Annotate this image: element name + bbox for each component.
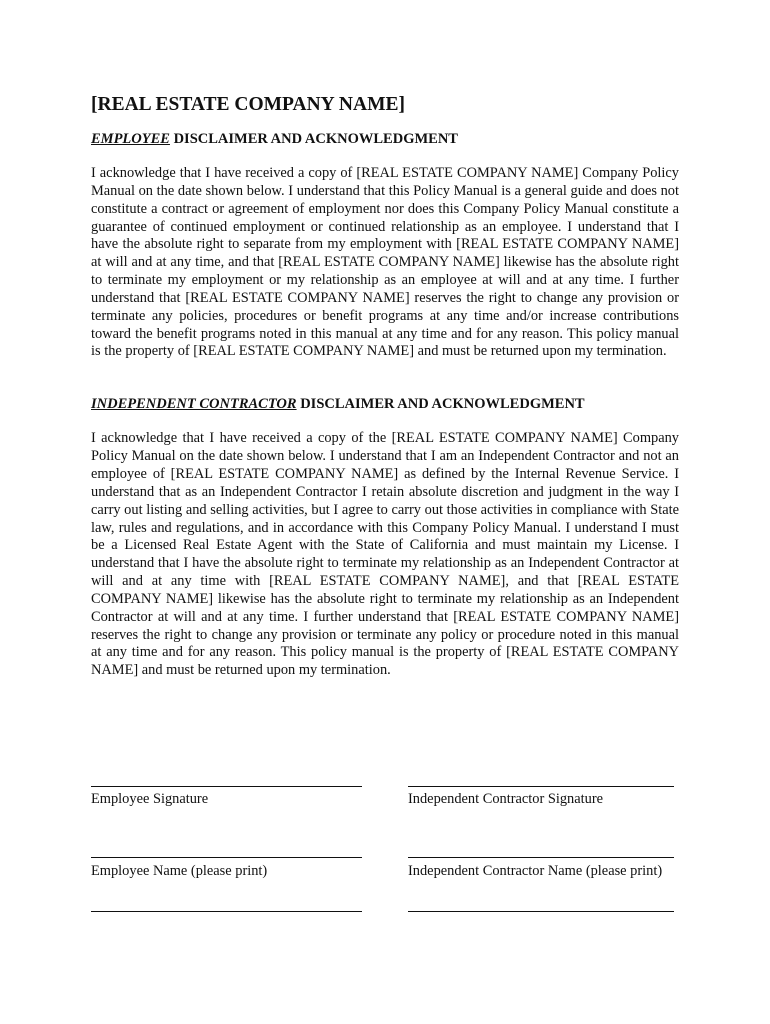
document-page <box>91 92 679 680</box>
employee-signature-line[interactable] <box>91 786 362 787</box>
contractor-signature-line[interactable] <box>408 786 674 787</box>
employee-disclaimer-paragraph: I acknowledge that I have received a copy of [REAL ESTATE COMPANY NAME] Company Policy Manual on the date shown below. I understand that this Policy Manual is a general guide and does not constitute a contract or agreement of employment nor does this Company Policy Manual constitute a guarantee of continued employment or continued relationship as an employee. I understand that I have the absolute right to separate from my employment with [REAL ESTATE COMPANY NAME] at will and at any time, and that [REAL ESTATE COMPANY NAME] likewise has the absolute right to terminate my employment or my relationship as an employee at will and at any time. I further understand that [REAL ESTATE COMPANY NAME] reserves the right to change any provision or terminate any policies, procedures or benefit programs at any time and/or increase contributions toward the benefit programs noted in this manual at any time and for any reason. This policy manual is the property of [REAL ESTATE COMPANY NAME] and must be returned upon my termination. <box>91 165 679 360</box>
contractor-signature-label: Independent Contractor Signature <box>408 791 604 807</box>
employee-section-heading <box>91 130 679 148</box>
contractor-heading-rest: DISCLAIMER AND ACKNOWLEDGMENT <box>296 396 585 413</box>
contractor-name-line[interactable] <box>408 857 674 858</box>
company-title: [REAL ESTATE COMPANY NAME] <box>91 94 405 115</box>
contractor-section-heading <box>91 395 679 413</box>
employee-heading-rest: DISCLAIMER AND ACKNOWLEDGMENT <box>169 131 458 147</box>
employee-name-label: Employee Name (please print) <box>91 863 268 879</box>
contractor-name-label: Independent Contractor Name (please print) <box>408 863 663 879</box>
contractor-heading-emphasis: INDEPENDENT CONTRACTOR <box>91 396 297 413</box>
employee-heading-emphasis: EMPLOYEE <box>91 131 170 147</box>
contractor-disclaimer-paragraph: I acknowledge that I have received a copy of the [REAL ESTATE COMPANY NAME] Company Policy Manual on the date shown below. I understand that I am an Independent Contractor and not an employee of [REAL ESTATE COMPANY NAME] as defined by the Internal Revenue Service. I understand that as an Independent Contractor I retain absolute discretion and judgment in the way I carry out listing and selling activities, but I agree to carry out those activities in compliance with State law, rules and regulations, and in accordance with this Company Policy Manual. I understand I must be a Licensed Real Estate Agent with the State of California and must maintain my License. I understand that I have the absolute right to terminate my relationship as an Independent Contractor at will and at any time with [REAL ESTATE COMPANY NAME], and that [REAL ESTATE COMPANY NAME] likewise has the absolute right to terminate my relationship as an Independent Contractor at will and at any time. I further understand that [REAL ESTATE COMPANY NAME] reserves the right to change any provision or terminate any policy or procedure noted in this manual at any time and for any reason. This policy manual is the property of [REAL ESTATE COMPANY NAME] and must be returned upon my termination. <box>91 430 679 679</box>
employee-signature-label: Employee Signature <box>91 791 209 807</box>
employee-name-line[interactable] <box>91 857 362 858</box>
employee-date-line[interactable] <box>91 911 362 912</box>
contractor-date-line[interactable] <box>408 911 674 912</box>
